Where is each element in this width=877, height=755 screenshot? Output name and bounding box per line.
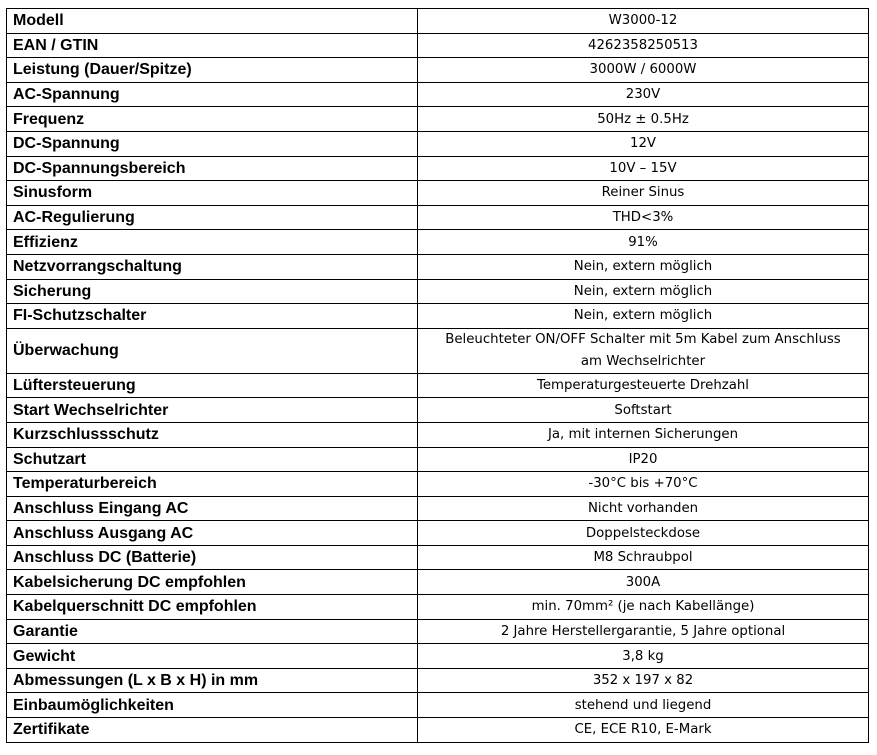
spec-value: 10V – 15V [418,156,869,181]
spec-value: Ja, mit internen Sicherungen [418,422,869,447]
table-row [7,107,869,132]
table-row [7,595,869,620]
spec-value: W3000-12 [418,9,869,34]
spec-value: 4262358250513 [418,33,869,58]
spec-value: 12V [418,131,869,156]
table-row [7,131,869,156]
spec-label: EAN / GTIN [7,33,418,58]
table-row [7,447,869,472]
spec-value: stehend und liegend [418,693,869,718]
spec-value: Nicht vorhanden [418,496,869,521]
spec-value: Softstart [418,398,869,423]
table-row [7,230,869,255]
spec-value: min. 70mm² (je nach Kabellänge) [418,595,869,620]
spec-value: -30°C bis +70°C [418,472,869,497]
spec-label: Kurzschlussschutz [7,422,418,447]
spec-label: Garantie [7,619,418,644]
spec-label: Anschluss Eingang AC [7,496,418,521]
spec-label: Anschluss DC (Batterie) [7,545,418,570]
spec-value: 230V [418,82,869,107]
spec-label: Abmessungen (L x B x H) in mm [7,668,418,693]
table-row [7,496,869,521]
spec-label: DC-Spannung [7,131,418,156]
spec-label: Schutzart [7,447,418,472]
spec-table [6,8,869,743]
table-row [7,58,869,83]
table-row [7,304,869,329]
spec-value: CE, ECE R10, E-Mark [418,718,869,743]
spec-value: Doppelsteckdose [418,521,869,546]
table-row [7,9,869,34]
table-row [7,279,869,304]
table-row [7,373,869,398]
spec-label: Zertifikate [7,718,418,743]
spec-value: Temperaturgesteuerte Drehzahl [418,373,869,398]
spec-table-body [7,9,869,743]
spec-value: Nein, extern möglich [418,254,869,279]
spec-label: Kabelquerschnitt DC empfohlen [7,595,418,620]
spec-label: Anschluss Ausgang AC [7,521,418,546]
spec-label: FI-Schutzschalter [7,304,418,329]
spec-value: IP20 [418,447,869,472]
table-row [7,33,869,58]
table-row [7,254,869,279]
spec-value: Nein, extern möglich [418,304,869,329]
spec-label: Frequenz [7,107,418,132]
spec-label: Lüftersteuerung [7,373,418,398]
spec-label: Einbaumöglichkeiten [7,693,418,718]
table-row [7,472,869,497]
spec-label: AC-Spannung [7,82,418,107]
table-row [7,693,869,718]
spec-value: 50Hz ± 0.5Hz [418,107,869,132]
spec-label: DC-Spannungsbereich [7,156,418,181]
table-row [7,205,869,230]
table-row [7,422,869,447]
spec-label: Effizienz [7,230,418,255]
table-row [7,668,869,693]
spec-label: AC-Regulierung [7,205,418,230]
spec-label: Modell [7,9,418,34]
spec-label: Sicherung [7,279,418,304]
spec-value: THD<3% [418,205,869,230]
spec-value: M8 Schraubpol [418,545,869,570]
spec-label: Sinusform [7,181,418,206]
spec-value: 300A [418,570,869,595]
table-row [7,545,869,570]
table-row [7,718,869,743]
spec-label: Überwachung [7,328,418,373]
spec-value: 3000W / 6000W [418,58,869,83]
spec-label: Kabelsicherung DC empfohlen [7,570,418,595]
table-row [7,619,869,644]
table-row [7,156,869,181]
spec-label: Netzvorrangschaltung [7,254,418,279]
table-row [7,181,869,206]
table-row [7,398,869,423]
spec-label: Gewicht [7,644,418,669]
spec-value: 3,8 kg [418,644,869,669]
spec-value: 91% [418,230,869,255]
table-row [7,644,869,669]
table-row [7,570,869,595]
table-row [7,521,869,546]
spec-value: Nein, extern möglich [418,279,869,304]
spec-label: Temperaturbereich [7,472,418,497]
spec-value: 352 x 197 x 82 [418,668,869,693]
spec-value: 2 Jahre Herstellergarantie, 5 Jahre optional [418,619,869,644]
table-row [7,82,869,107]
spec-label: Start Wechselrichter [7,398,418,423]
spec-value: Beleuchteter ON/OFF Schalter mit 5m Kabel zum Anschluss am Wechselrichter [418,328,869,373]
spec-value: Reiner Sinus [418,181,869,206]
spec-label: Leistung (Dauer/Spitze) [7,58,418,83]
table-row [7,328,869,373]
